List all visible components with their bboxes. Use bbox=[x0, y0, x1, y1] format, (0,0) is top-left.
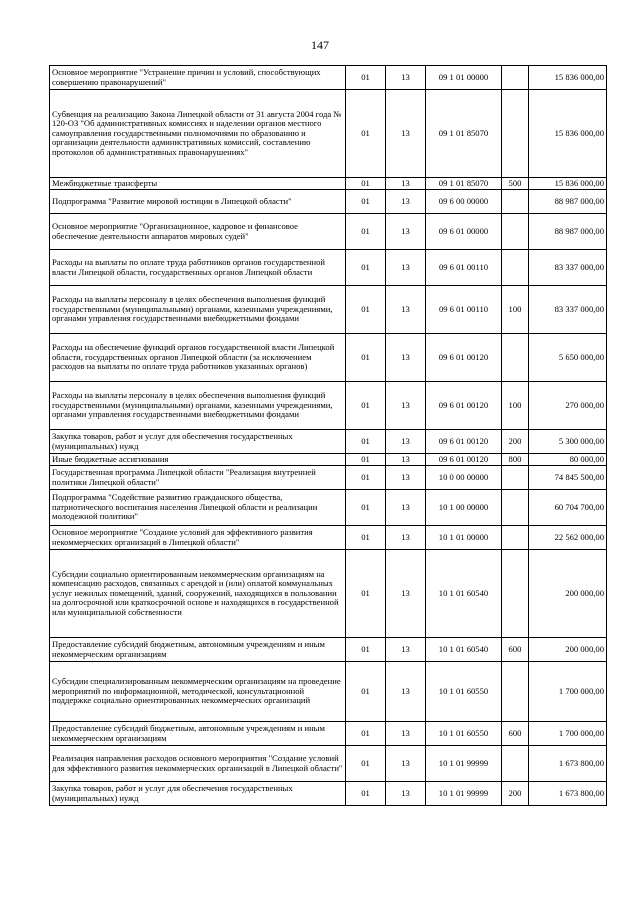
row-target-code: 09 1 01 85070 bbox=[426, 178, 502, 190]
row-amount: 5 650 000,00 bbox=[529, 334, 607, 382]
row-section: 01 bbox=[346, 526, 386, 550]
row-section: 01 bbox=[346, 382, 386, 430]
row-name: Иные бюджетные ассигнования bbox=[50, 454, 346, 466]
row-amount: 1 700 000,00 bbox=[529, 722, 607, 746]
row-amount: 1 673 800,00 bbox=[529, 782, 607, 806]
row-subsection: 13 bbox=[386, 490, 426, 526]
row-name: Расходы на обеспечение функций органов государственной власти Липецкой области, государственных органов Липецкой области (за исключением расходов на выплаты по оплате труда работников указанных органов) bbox=[50, 334, 346, 382]
row-subsection: 13 bbox=[386, 250, 426, 286]
row-target-code: 09 6 01 00120 bbox=[426, 430, 502, 454]
row-target-code: 10 1 01 60540 bbox=[426, 550, 502, 638]
table-row bbox=[50, 550, 607, 638]
row-subsection: 13 bbox=[386, 466, 426, 490]
row-subsection: 13 bbox=[386, 214, 426, 250]
row-name: Расходы на выплаты персоналу в целях обеспечения выполнения функций государственными (муниципальными) органами, казенными учреждениями, органами управления государственными внебюджетными фондами bbox=[50, 286, 346, 334]
budget-table bbox=[49, 65, 607, 806]
table-row bbox=[50, 746, 607, 782]
row-subsection: 13 bbox=[386, 550, 426, 638]
row-section: 01 bbox=[346, 430, 386, 454]
row-amount: 200 000,00 bbox=[529, 550, 607, 638]
row-section: 01 bbox=[346, 454, 386, 466]
budget-table-body bbox=[50, 66, 607, 806]
row-subsection: 13 bbox=[386, 90, 426, 178]
table-row bbox=[50, 490, 607, 526]
row-amount: 80 000,00 bbox=[529, 454, 607, 466]
row-expense-type: 500 bbox=[502, 178, 529, 190]
table-row bbox=[50, 190, 607, 214]
row-name: Реализация направления расходов основного мероприятия "Создание условий для эффективного развития некоммерческих организаций в Липецкой области" bbox=[50, 746, 346, 782]
row-name: Основное мероприятие "Устранение причин и условий, способствующих совершению правонарушений" bbox=[50, 66, 346, 90]
row-target-code: 10 0 00 00000 bbox=[426, 466, 502, 490]
row-target-code: 09 1 01 00000 bbox=[426, 66, 502, 90]
row-name: Предоставление субсидий бюджетным, автономным учреждениям и иным некоммерческим организациям bbox=[50, 638, 346, 662]
table-row bbox=[50, 454, 607, 466]
row-target-code: 10 1 01 00000 bbox=[426, 526, 502, 550]
row-name: Субсидии специализированным некоммерческим организациям на проведение мероприятий по информационной, методической, консультационной поддержке социально ориентированных некоммерческих организаций bbox=[50, 662, 346, 722]
row-expense-type bbox=[502, 334, 529, 382]
row-amount: 200 000,00 bbox=[529, 638, 607, 662]
row-amount: 15 836 000,00 bbox=[529, 90, 607, 178]
row-target-code: 09 6 01 00120 bbox=[426, 454, 502, 466]
row-subsection: 13 bbox=[386, 746, 426, 782]
row-expense-type bbox=[502, 90, 529, 178]
row-amount: 5 300 000,00 bbox=[529, 430, 607, 454]
table-row bbox=[50, 90, 607, 178]
row-section: 01 bbox=[346, 250, 386, 286]
row-name: Субсидии социально ориентированным некоммерческим организациям на компенсацию расходов, связанных с арендой и (или) оплатой коммунальных услуг нежилых помещений, зданий, сооружений, находящихся в пользовании на долгосрочной или краткосрочной основе и находящихся в государственной или муниципальной собственности bbox=[50, 550, 346, 638]
row-section: 01 bbox=[346, 782, 386, 806]
row-section: 01 bbox=[346, 334, 386, 382]
row-amount: 22 562 000,00 bbox=[529, 526, 607, 550]
table-row bbox=[50, 526, 607, 550]
row-expense-type: 600 bbox=[502, 722, 529, 746]
row-expense-type bbox=[502, 466, 529, 490]
row-name: Подпрограмма "Содействие развитию гражданского общества, патриотического воспитания населения Липецкой области и реализации молодежной политики" bbox=[50, 490, 346, 526]
row-amount: 88 987 000,00 bbox=[529, 214, 607, 250]
row-expense-type: 200 bbox=[502, 782, 529, 806]
row-amount: 83 337 000,00 bbox=[529, 250, 607, 286]
row-target-code: 09 1 01 85070 bbox=[426, 90, 502, 178]
row-section: 01 bbox=[346, 490, 386, 526]
row-name: Межбюджетные трансферты bbox=[50, 178, 346, 190]
row-name: Закупка товаров, работ и услуг для обеспечения государственных (муниципальных) нужд bbox=[50, 782, 346, 806]
row-name: Государственная программа Липецкой области "Реализация внутренней политики Липецкой области" bbox=[50, 466, 346, 490]
row-subsection: 13 bbox=[386, 782, 426, 806]
row-name: Расходы на выплаты персоналу в целях обеспечения выполнения функций государственными (муниципальными) органами, казенными учреждениями, органами управления государственными внебюджетными фондами bbox=[50, 382, 346, 430]
row-subsection: 13 bbox=[386, 178, 426, 190]
row-subsection: 13 bbox=[386, 382, 426, 430]
row-subsection: 13 bbox=[386, 334, 426, 382]
row-section: 01 bbox=[346, 638, 386, 662]
row-name: Субвенция на реализацию Закона Липецкой области от 31 августа 2004 года № 120-ОЗ "Об административных комиссиях и наделении органов местного самоуправления государственными полномочиями по образованию и организации деятельности административных комиссий, составлению протоколов об административных правонарушениях" bbox=[50, 90, 346, 178]
table-row bbox=[50, 430, 607, 454]
row-expense-type bbox=[502, 490, 529, 526]
row-section: 01 bbox=[346, 550, 386, 638]
table-row bbox=[50, 214, 607, 250]
row-name: Закупка товаров, работ и услуг для обеспечения государственных (муниципальных) нужд bbox=[50, 430, 346, 454]
row-section: 01 bbox=[346, 214, 386, 250]
row-section: 01 bbox=[346, 722, 386, 746]
row-section: 01 bbox=[346, 190, 386, 214]
row-target-code: 09 6 00 00000 bbox=[426, 190, 502, 214]
table-row bbox=[50, 66, 607, 90]
row-target-code: 10 1 01 99999 bbox=[426, 746, 502, 782]
row-expense-type: 200 bbox=[502, 430, 529, 454]
row-expense-type: 600 bbox=[502, 638, 529, 662]
table-row bbox=[50, 382, 607, 430]
row-expense-type bbox=[502, 66, 529, 90]
row-target-code: 09 6 01 00120 bbox=[426, 382, 502, 430]
row-expense-type bbox=[502, 550, 529, 638]
row-name: Основное мероприятие "Организационное, кадровое и финансовое обеспечение деятельности аппаратов мировых судей" bbox=[50, 214, 346, 250]
row-section: 01 bbox=[346, 286, 386, 334]
row-subsection: 13 bbox=[386, 526, 426, 550]
row-amount: 270 000,00 bbox=[529, 382, 607, 430]
row-target-code: 09 6 01 00120 bbox=[426, 334, 502, 382]
row-target-code: 10 1 01 60550 bbox=[426, 662, 502, 722]
row-amount: 88 987 000,00 bbox=[529, 190, 607, 214]
row-subsection: 13 bbox=[386, 662, 426, 722]
table-row bbox=[50, 722, 607, 746]
row-subsection: 13 bbox=[386, 454, 426, 466]
table-row bbox=[50, 286, 607, 334]
row-target-code: 10 1 01 60550 bbox=[426, 722, 502, 746]
row-expense-type bbox=[502, 662, 529, 722]
row-target-code: 10 1 01 99999 bbox=[426, 782, 502, 806]
row-amount: 74 845 500,00 bbox=[529, 466, 607, 490]
row-target-code: 10 1 01 60540 bbox=[426, 638, 502, 662]
row-subsection: 13 bbox=[386, 66, 426, 90]
row-amount: 15 836 000,00 bbox=[529, 178, 607, 190]
row-expense-type bbox=[502, 190, 529, 214]
row-section: 01 bbox=[346, 746, 386, 782]
row-amount: 1 673 800,00 bbox=[529, 746, 607, 782]
row-expense-type bbox=[502, 526, 529, 550]
table-row bbox=[50, 782, 607, 806]
table-row bbox=[50, 662, 607, 722]
row-name: Предоставление субсидий бюджетным, автономным учреждениям и иным некоммерческим организациям bbox=[50, 722, 346, 746]
row-amount: 1 700 000,00 bbox=[529, 662, 607, 722]
row-section: 01 bbox=[346, 90, 386, 178]
row-amount: 15 836 000,00 bbox=[529, 66, 607, 90]
row-section: 01 bbox=[346, 466, 386, 490]
row-section: 01 bbox=[346, 178, 386, 190]
table-row bbox=[50, 250, 607, 286]
row-subsection: 13 bbox=[386, 722, 426, 746]
table-row bbox=[50, 334, 607, 382]
row-target-code: 09 6 01 00110 bbox=[426, 286, 502, 334]
row-target-code: 09 6 01 00000 bbox=[426, 214, 502, 250]
row-subsection: 13 bbox=[386, 638, 426, 662]
row-subsection: 13 bbox=[386, 286, 426, 334]
row-name: Основное мероприятие "Создание условий для эффективного развития некоммерческих организаций в Липецкой области" bbox=[50, 526, 346, 550]
row-section: 01 bbox=[346, 662, 386, 722]
row-amount: 60 704 700,00 bbox=[529, 490, 607, 526]
table-row bbox=[50, 466, 607, 490]
table-row bbox=[50, 178, 607, 190]
page-number: 147 bbox=[311, 38, 329, 52]
row-target-code: 10 1 00 00000 bbox=[426, 490, 502, 526]
row-subsection: 13 bbox=[386, 430, 426, 454]
row-name: Подпрограмма "Развитие мировой юстиции в Липецкой области" bbox=[50, 190, 346, 214]
row-section: 01 bbox=[346, 66, 386, 90]
row-target-code: 09 6 01 00110 bbox=[426, 250, 502, 286]
row-expense-type: 800 bbox=[502, 454, 529, 466]
row-expense-type: 100 bbox=[502, 382, 529, 430]
row-expense-type: 100 bbox=[502, 286, 529, 334]
row-expense-type bbox=[502, 746, 529, 782]
row-expense-type bbox=[502, 214, 529, 250]
row-amount: 83 337 000,00 bbox=[529, 286, 607, 334]
table-row bbox=[50, 638, 607, 662]
row-name: Расходы на выплаты по оплате труда работников органов государственной власти Липецкой области, государственных органов Липецкой области bbox=[50, 250, 346, 286]
row-expense-type bbox=[502, 250, 529, 286]
row-subsection: 13 bbox=[386, 190, 426, 214]
